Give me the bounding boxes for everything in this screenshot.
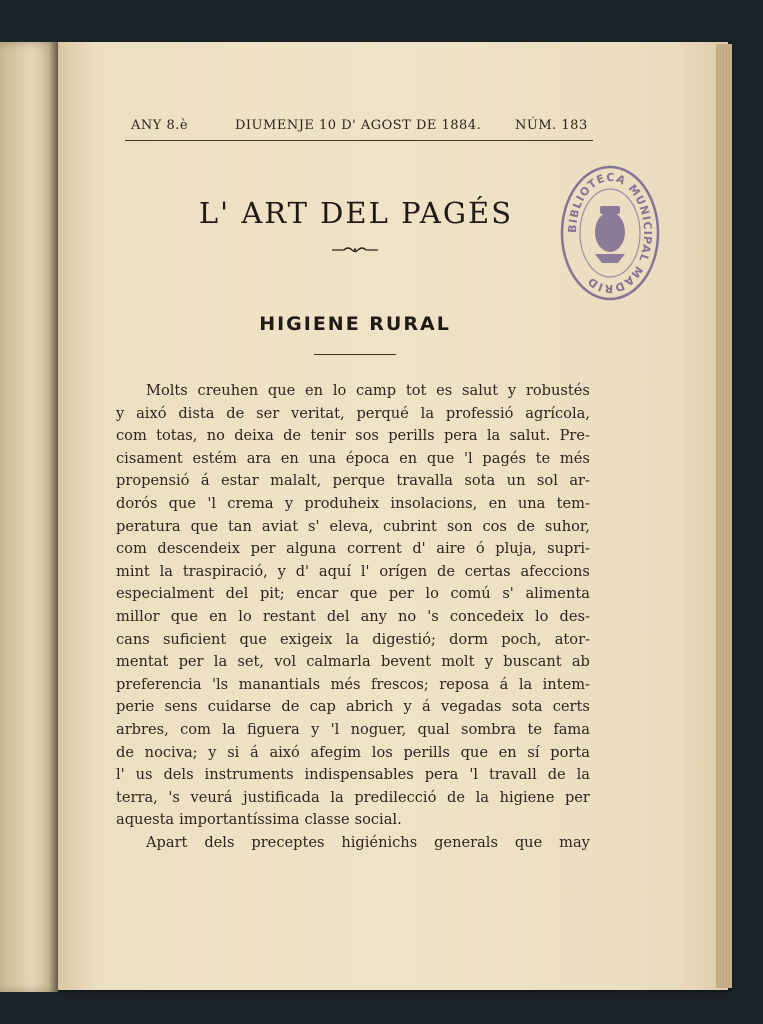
text-line: cans suficient que exigeix la digestió; dorm poch, ator- — [116, 630, 590, 648]
text-line: mentat per la set, vol calmarla bevent molt y buscant ab — [116, 653, 590, 671]
text-line: millor que en lo restant del any no 's concedeix lo des- — [116, 607, 590, 625]
text-line: terra, 's veurá justificada la predilecció de la higiene per — [116, 788, 590, 806]
article-body — [116, 380, 590, 854]
section-title: HIGIENE RURAL — [259, 313, 451, 335]
text-line: arbres, com la figuera y 'l noguer, qual sombra te fama — [116, 720, 590, 738]
issue-date: DIUMENJE 10 D' AGOST DE 1884. — [235, 118, 482, 133]
text-line: preferencia 'ls manantials més frescos; reposa á la intem- — [116, 675, 590, 693]
text-line: especialment del pit; encar que per lo comú s' alimenta — [116, 585, 590, 603]
section-rule — [314, 354, 396, 355]
text-line: dorós que 'l crema y produheix insolacions, en una tem- — [116, 494, 590, 512]
issue-number: NÚM. 183 — [515, 118, 588, 133]
left-page — [0, 42, 58, 992]
text-line: perie sens cuidarse de cap abrich y á vegadas sota certs — [116, 698, 590, 716]
text-line: peratura que tan aviat s' eleva, cubrint son cos de suhor, — [116, 517, 590, 535]
svg-text:BIBLIOTECA MUNICIPAL MADRID: BIBLIOTECA MUNICIPAL MADRID — [565, 170, 655, 296]
text-line: mint la traspiració, y d' aquí l' orígen de certas afeccions — [116, 562, 590, 580]
text-line: com totas, no deixa de tenir sos perills pera la salut. Pre- — [116, 427, 590, 445]
text-line: de nociva; y si á aixó afegim los perills que en sí porta — [116, 743, 590, 761]
text-line: propensió á estar malalt, perque travalla sota un sol ar- — [116, 472, 590, 490]
text-line: com descendeix per alguna corrent d' aire ó pluja, supri- — [116, 540, 590, 558]
text-line: Molts creuhen que en lo camp tot es salut y robustés — [146, 382, 590, 399]
text-line: y aixó dista de ser veritat, perqué la professió agrícola, — [116, 404, 590, 422]
library-stamp — [558, 164, 662, 302]
text-line: aquesta importantíssima classe social. — [116, 811, 402, 829]
header-rule — [125, 140, 593, 141]
volume-label: ANY 8.è — [131, 118, 189, 133]
page-stack-edge — [716, 44, 732, 988]
ornament-divider — [330, 245, 380, 253]
publication-title: L' ART DEL PAGÉS — [198, 196, 514, 230]
text-line: cisament estém ara en una época en que 'l pagés te més — [116, 449, 590, 467]
text-line: Apart dels preceptes higiénichs generals que may — [146, 833, 590, 851]
text-line: l' us dels instruments indispensables pera 'l travall de la — [116, 766, 590, 784]
